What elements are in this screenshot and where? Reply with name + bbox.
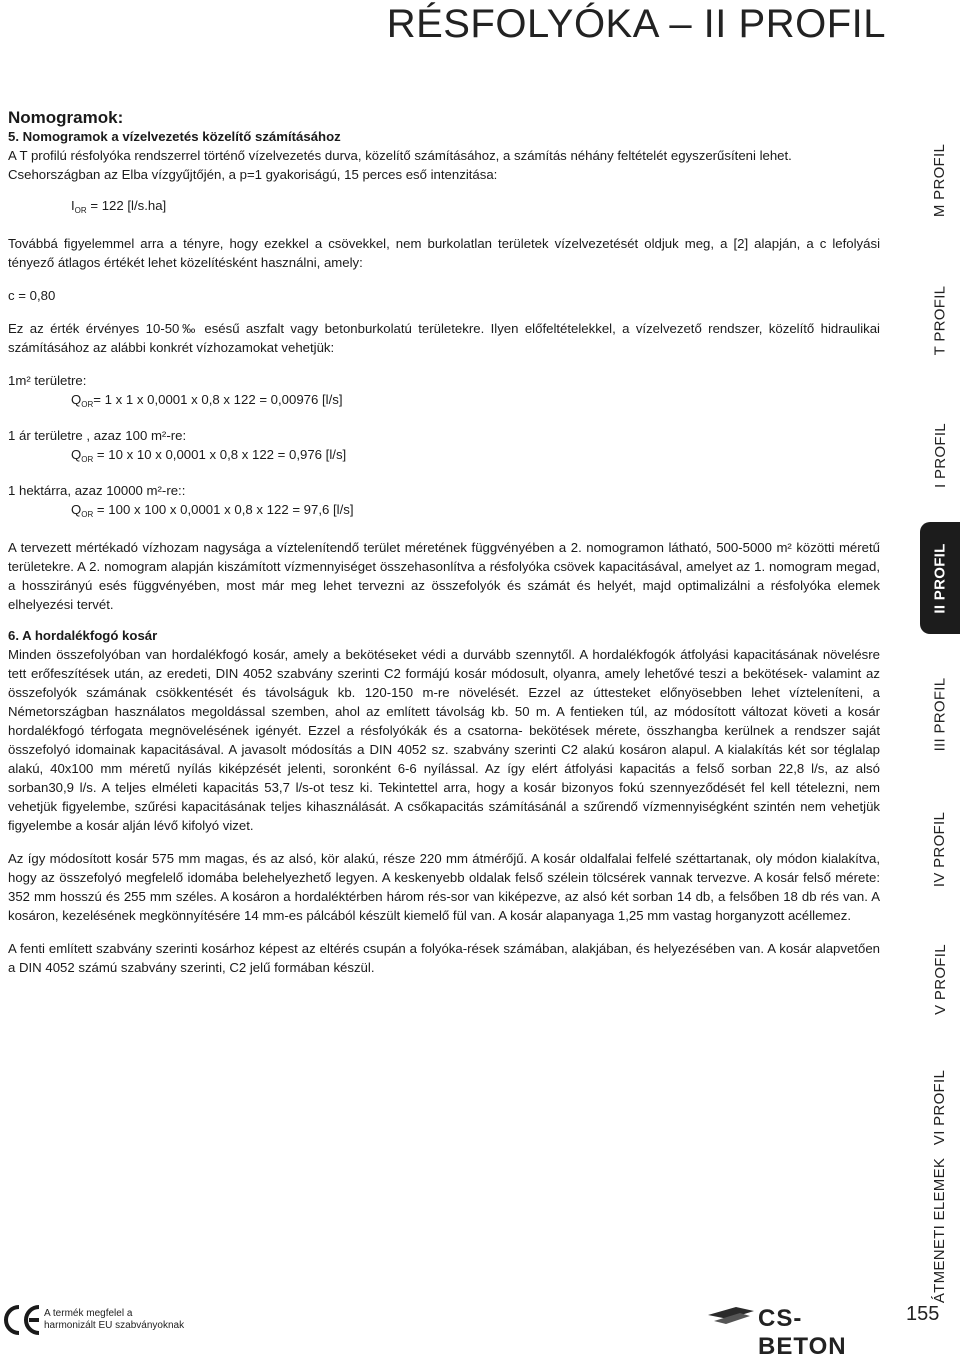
logo-text: CS-BETON [758, 1305, 847, 1360]
runoff-paragraph: Továbbá figyelemmel arra a tényre, hogy ezekkel a csövekkel, nem burkolatlan területek vízelvezetését oldjuk meg, a [2] alapján, a c lefolyási tényező átlagos értékét lehet közelítésként használni, amely: [8, 236, 880, 270]
section-6-paragraph-2: Az így módosított kosár 575 mm magas, és az alsó, kör alakú, része 220 mm átmérőjű. A kosár oldalfalai felfelé széttartanak, oly módon kialakítva, hogy az összefolyó megfelelő idomába belehelyezhető legyen. A keskenyebb oldalak felső szélein tölcsérek vannak tervezve. A kosár felső mérete: 352 mm hosszú és 255 mm széles. A kosáron a hordaléktérben három rés-sor van kiképezve, az alsó két sorban 14 db, a felsőben 18 db rés van. A kosáron, kezelésének megkönnyítésére 14 mm-es pálcából készült kiemelő fül van. A kosár alapanyaga 1,25 mm vastag horganyzott acéllemez. [8, 851, 880, 923]
flow-2-label: 1 ár területre , azaz 100 m²-re: [8, 428, 187, 443]
compliance-note: A termék megfelel a harmonizált EU szabványoknak [44, 1308, 185, 1331]
tab-ii-profil[interactable]: II PROFIL [920, 522, 960, 634]
logo-mark-icon [706, 1305, 756, 1333]
tab-t-profil[interactable]: T PROFIL [931, 285, 949, 355]
tab-iii-profil[interactable]: III PROFIL [931, 677, 949, 751]
tab-i-profil[interactable]: I PROFIL [931, 422, 949, 488]
section-6-title: 6. A hordalékfogó kosár [8, 628, 158, 643]
section-6-paragraph-1: Minden összefolyóban van hordalékfogó kosár, amely a bekötéseket védi a durvább szennytől. A hordalékfogók átfolyási kapacitásának növelésre tett erőfeszítések után, az eredeti, DIN 4052 szabvány szerinti C2 formájú kosár módosult, olyanra, amely lehetővé teszi a bekötések- valamint az összefolyók számának csökkentését és távolságuk kb. 120-150 m-re növelését. Ezzel az úttesteket előnyösebben lehet vízteleníteni, a Németországban használatos megoldással szemben, ahol az említett távolság kb. 50 m. A fentieken túl, az módosított változat követi a kosár hordalékfogó térfogata megnövelésének igényét. Ezzel a résfolyókák és a csatorna- bekötések mérete, összhangba kerülnek a rendszer saját összefolyó idomainak kapacitásával. A javasolt módosítás a DIN 4052 sz. szabvány szerinti C2 alakú kosáron alapul. A kialakítás két sor téglalap alakú, 40x100 mm méretű nyílás kiképzését jelenti, soronként 6-6 nyílással. Az így elért átfolyási kapacitás a felső sorban 22,8 l/s, az alsó sorban30,9 l/s. A teljes elméleti kapacitás 53,7 l/s-ot tesz ki. Tekintettel arra, hogy a kosár bizonyos fokú szennyeződését fel kell tételezni, nem vehetjük figyelembe, szűrési kapacitásának teljes kihasználását. A csőkapacitás számításánál a szűrendő vízmennyiségként szintén nem vehetjük figyelembe a kosár alján lévő kifolyó vizet. [8, 647, 880, 833]
section-5-title: 5. Nomogramok a vízelvezetés közelítő számításához [8, 129, 341, 144]
flow-1-label: 1m² területre: [8, 373, 87, 388]
nomogram-paragraph: A tervezett mértékadó vízhozam nagysága a víztelenítendő terület méretének függvényében a 2. nomogramon látható, 500-5000 m² közötti méretű területekre. A 2. nomogram alapján kiszámított vízmennyiséget összehasonlítva a résfolyóka csövek kapacitásával, amelyet az 1. nomogram megad, a hosszirányú esés függvényében, most már meg lehet tervezni az összefolyók és számát és helyét, majd optimalizálni a résfolyóka elemek elhelyezési tervét. [8, 540, 880, 612]
section-5-paragraph: A T profilú résfolyóka rendszerrel történő vízelvezetés durva, közelítő számításához, a számítás néhány feltételét egyszerűsíteni lehet. Csehországban az Elba vízgyűjtőjén, a p=1 gyakoriságú, 15 perces eső intenzitása: [8, 148, 792, 182]
tab-iv-profil[interactable]: IV PROFIL [931, 811, 949, 887]
flow-3-label: 1 hektárra, azaz 10000 m²-re:: [8, 483, 186, 498]
document-body [8, 108, 880, 977]
flow-1-formula: $Q_{OR}= 1$ x 1 x 0,0001 x 0,8 x 122 = 0,00976 [l/s] [71, 392, 343, 409]
validity-paragraph: Ez az érték érvényes 10-50‰ esésű aszfalt vagy betonburkolatú területekre. Ilyen előfeltételekkel, a vízelvezető rendszer, közelítő hidraulikai számításához az alábbi konkrét vízhozamokat vehetjük: [8, 321, 880, 355]
runoff-coefficient: c = 0,80 [8, 288, 56, 303]
cs-beton-logo [706, 1305, 882, 1360]
profile-tab-sidebar [920, 130, 960, 1303]
page-number: 155 [906, 1303, 940, 1325]
page-title: RÉSFOLYÓKA – II PROFIL [386, 2, 886, 46]
tab-atmeneti-elemek[interactable]: ÁTMENETI ELEMEK [931, 1157, 949, 1303]
flow-2-formula: $Q_{OR} = 10$ x 10 x 0,0001 x 0,8 x 122 = 0,976 [l/s] [71, 447, 347, 464]
tab-vi-profil[interactable]: VI PROFIL [931, 1069, 949, 1145]
tab-m-profil[interactable]: M PROFIL [931, 143, 949, 217]
tab-v-profil[interactable]: V PROFIL [931, 943, 949, 1015]
flow-3-formula: $Q_{OR} = 100$ x 100 x 0,0001 x 0,8 x 122 = 97,6 [l/s] [71, 502, 354, 519]
section-6-paragraph-3: A fenti említett szabvány szerinti kosárhoz képest az eltérés csupán a folyóka-rések számában, alakjában, és helyezésében van. A kosár alapvetően a DIN 4052 számú szabvány szerinti, C2 jelű formában készül. [8, 941, 880, 975]
section-heading: Nomogramok: [8, 108, 124, 127]
ce-mark-icon [2, 1303, 42, 1337]
intensity-formula: $I_{OR} = 122$ [l/s.ha] [71, 198, 167, 215]
